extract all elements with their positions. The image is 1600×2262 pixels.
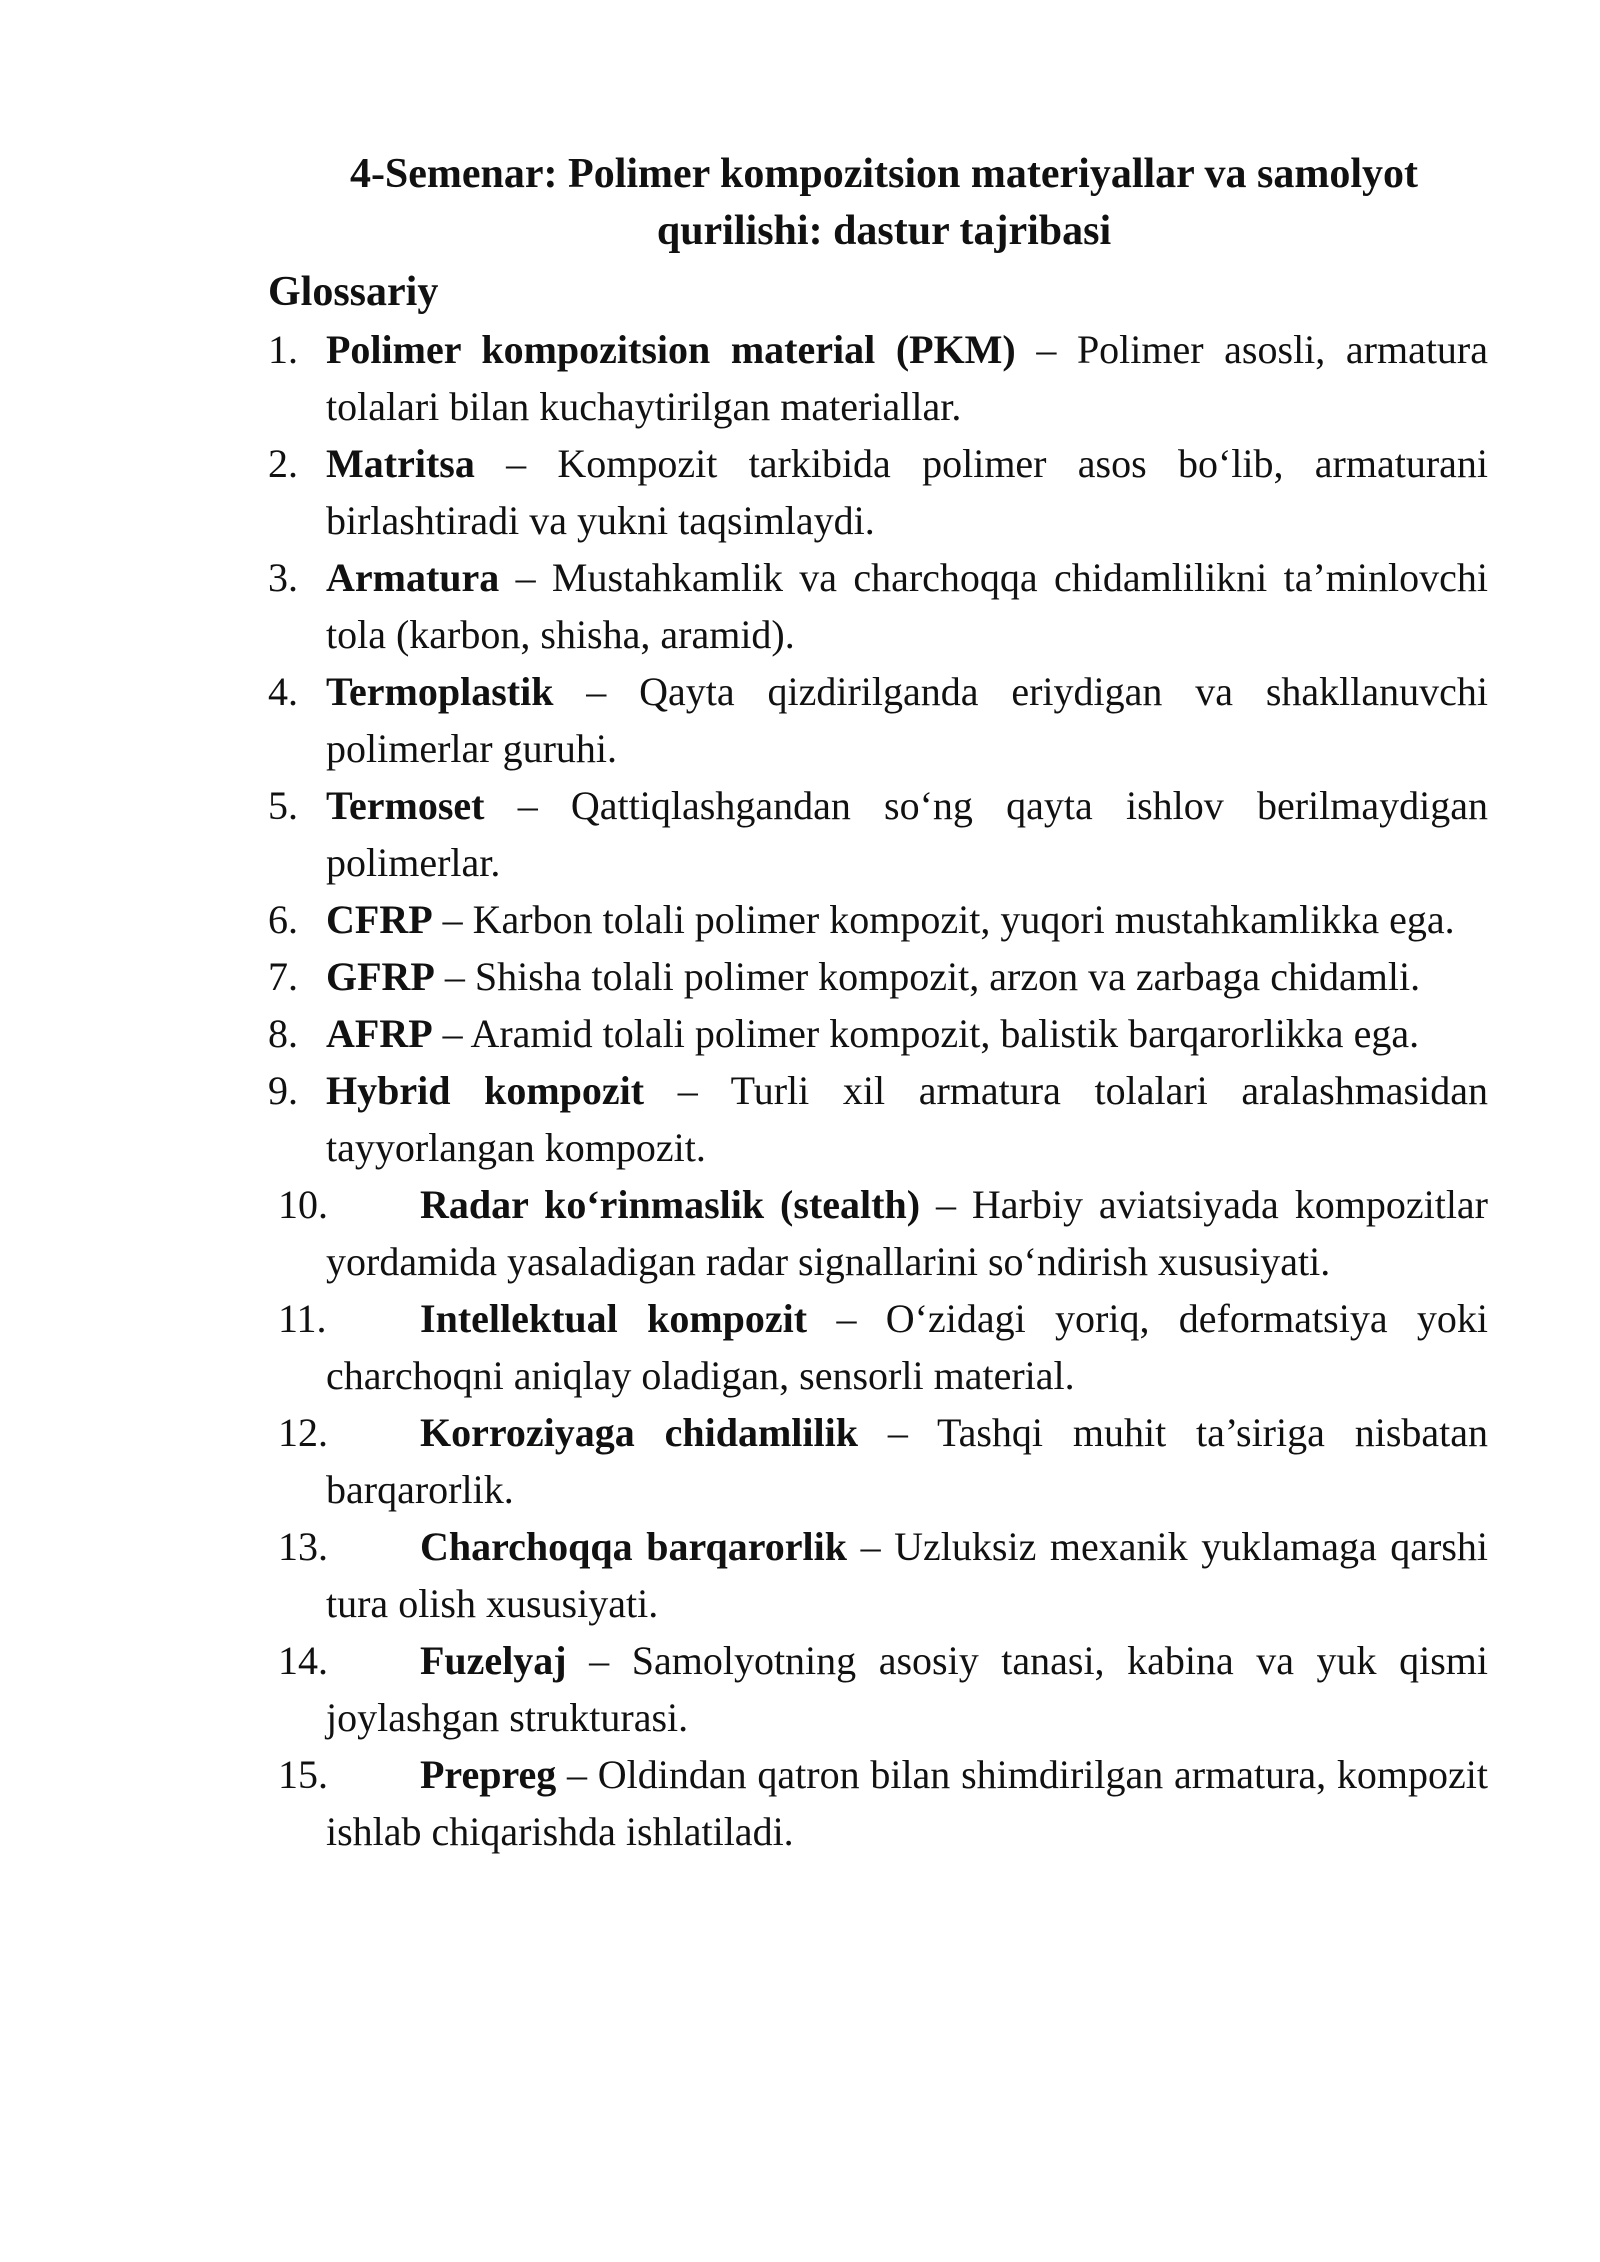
item-term: Korroziyaga chidamlilik	[420, 1410, 858, 1455]
glossary-item	[268, 1005, 1488, 1062]
item-definition: Shisha tolali polimer kompozit, arzon va zarbaga chidamli.	[474, 954, 1421, 999]
item-number: 4.	[268, 669, 298, 714]
item-term: GFRP	[326, 954, 435, 999]
item-term: Hybrid kompozit	[326, 1068, 645, 1113]
item-separator: –	[1015, 327, 1077, 372]
item-definition: Mustahkamlik va charchoqqa chidamlilikni ta’minlovchi tola (karbon, shisha, aramid).	[326, 555, 1488, 657]
item-definition: Qayta qizdirilganda eriydigan va shakllanuvchi polimerlar guruhi.	[326, 669, 1488, 771]
item-term: CFRP	[326, 897, 433, 942]
title-line-1: 4-Semenar: Polimer kompozitsion materiyallar va samolyot	[349, 151, 1419, 197]
item-definition: Kompozit tarkibida polimer asos bo‘lib, armaturani birlashtiradi va yukni taqsimlaydi.	[326, 441, 1489, 543]
item-term: Armatura	[326, 555, 500, 600]
item-separator: –	[484, 783, 571, 828]
item-definition: Aramid tolali polimer kompozit, balistik barqarorlikka ega.	[470, 1011, 1420, 1056]
item-term: Termoplastik	[326, 669, 554, 714]
item-number: 3.	[268, 555, 298, 600]
glossary-item	[268, 1290, 1488, 1404]
item-definition: Harbiy aviatsiyada kompozitlar yordamida yasaladigan radar signallarini so‘ndirish xususiyati.	[326, 1182, 1489, 1284]
item-separator: –	[644, 1068, 731, 1113]
item-separator: –	[432, 897, 473, 942]
item-definition: Oldindan qatron bilan shimdirilgan armatura, kompozit ishlab chiqarishda ishlatiladi.	[326, 1752, 1489, 1854]
item-separator: –	[474, 441, 558, 486]
item-separator: –	[807, 1296, 886, 1341]
page-title	[268, 146, 1500, 260]
item-separator: –	[556, 1752, 598, 1797]
item-number: 7.	[268, 954, 298, 999]
item-number: 15.	[278, 1752, 328, 1797]
item-number: 13.	[278, 1524, 328, 1569]
glossary-item	[268, 777, 1488, 891]
item-definition: Turli xil armatura tolalari aralashmasidan tayyorlangan kompozit.	[326, 1068, 1488, 1170]
item-number: 6.	[268, 897, 298, 942]
item-definition: Samolyotning asosiy tanasi, kabina va yuk qismi joylashgan strukturasi.	[326, 1638, 1488, 1740]
glossary-item	[268, 1746, 1488, 1860]
item-definition: Polimer asosli, armatura tolalari bilan kuchaytirilgan materiallar.	[326, 327, 1489, 429]
item-definition: O‘zidagi yoriq, deformatsiya yoki charchoqni aniqlay oladigan, sensorli material.	[326, 1296, 1489, 1398]
item-definition: Karbon tolali polimer kompozit, yuqori mustahkamlikka ega.	[472, 897, 1455, 942]
item-term: AFRP	[326, 1011, 433, 1056]
item-number: 2.	[268, 441, 298, 486]
item-term: Polimer kompozitsion material (PKM)	[326, 327, 1016, 372]
item-number: 1.	[268, 327, 298, 372]
item-term: Radar ko‘rinmaslik (stealth)	[420, 1182, 921, 1227]
item-separator: –	[847, 1524, 895, 1569]
item-separator: –	[857, 1410, 937, 1455]
item-separator: –	[499, 555, 552, 600]
glossary-item	[268, 948, 1488, 1005]
glossary-item	[268, 663, 1488, 777]
glossary-heading: Glossariy	[268, 269, 439, 315]
item-number: 8.	[268, 1011, 298, 1056]
item-term: Fuzelyaj	[420, 1638, 567, 1683]
glossary-item	[268, 321, 1488, 435]
item-definition: Tashqi muhit ta’siriga nisbatan barqarorlik.	[326, 1410, 1488, 1512]
glossary-item	[268, 1176, 1488, 1290]
glossary-list	[268, 321, 1488, 1860]
glossary-item	[268, 549, 1488, 663]
item-term: Charchoqqa barqarorlik	[420, 1524, 848, 1569]
glossary-item	[268, 435, 1488, 549]
item-number: 5.	[268, 783, 298, 828]
item-separator: –	[920, 1182, 972, 1227]
item-definition: Uzluksiz mexanik yuklamaga qarshi tura olish xususiyati.	[326, 1524, 1489, 1626]
title-line-2: qurilishi: dastur tajribasi	[656, 208, 1112, 254]
item-number: 14.	[278, 1638, 328, 1683]
item-term: Prepreg	[420, 1752, 557, 1797]
glossary-item	[268, 1404, 1488, 1518]
glossary-item	[268, 1518, 1488, 1632]
item-number: 10.	[278, 1182, 328, 1227]
item-separator: –	[434, 954, 475, 999]
item-number: 11.	[278, 1296, 327, 1341]
item-separator: –	[432, 1011, 471, 1056]
item-definition: Qattiqlashgandan so‘ng qayta ishlov berilmaydigan polimerlar.	[326, 783, 1488, 885]
item-number: 9.	[268, 1068, 298, 1113]
item-term: Matritsa	[326, 441, 475, 486]
glossary-item	[268, 891, 1488, 948]
glossary-item	[268, 1632, 1488, 1746]
item-term: Termoset	[326, 783, 485, 828]
item-number: 12.	[278, 1410, 328, 1455]
item-separator: –	[553, 669, 640, 714]
item-separator: –	[566, 1638, 632, 1683]
glossary-item	[268, 1062, 1488, 1176]
item-term: Intellektual kompozit	[420, 1296, 808, 1341]
